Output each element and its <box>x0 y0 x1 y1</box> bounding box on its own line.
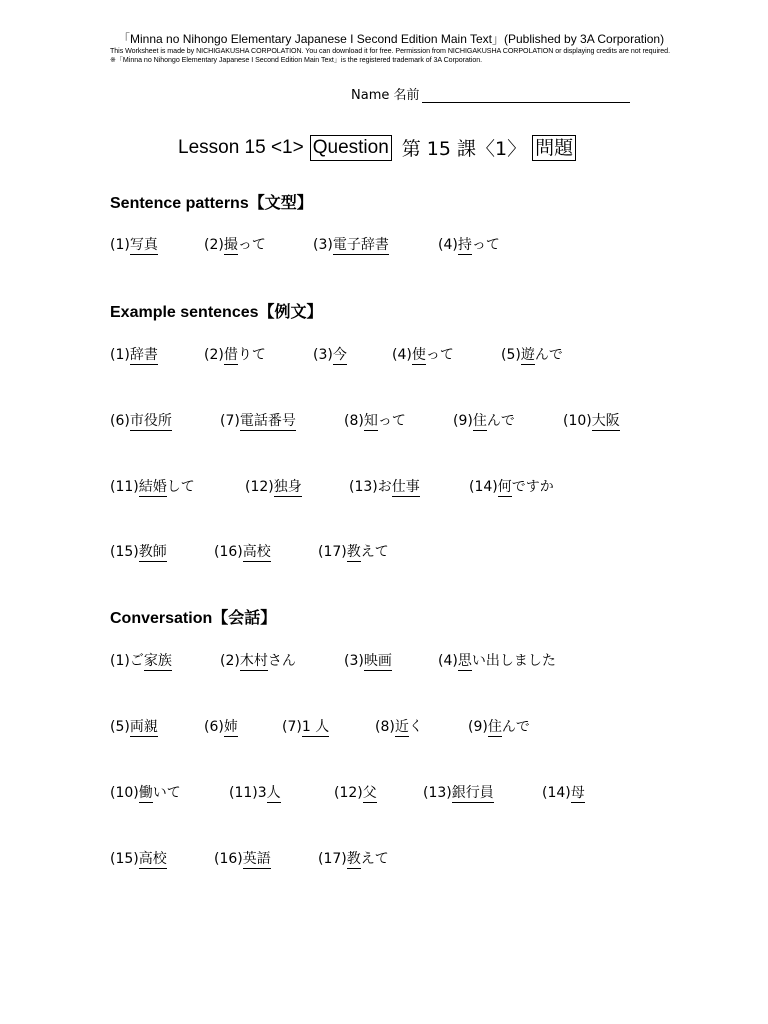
question-item <box>204 234 266 254</box>
item-suffix: って <box>471 237 500 253</box>
item-number: (6) <box>110 413 130 429</box>
item-number: (11) <box>110 479 139 495</box>
item-kanji-underlined: 木村 <box>239 653 268 669</box>
item-number: (15) <box>110 544 139 560</box>
item-prefix: 3 <box>257 785 267 801</box>
question-item <box>344 650 392 670</box>
item-number: (17) <box>318 851 347 867</box>
item-number: (2) <box>204 347 224 363</box>
question-item <box>349 476 420 496</box>
item-kanji-underlined: 住 <box>487 719 502 735</box>
item-number: (8) <box>344 413 364 429</box>
item-suffix: えて <box>360 544 389 560</box>
question-item <box>438 234 500 254</box>
item-kanji-underlined: 市役所 <box>129 413 172 429</box>
conversation-heading: Conversation【会話】 <box>110 610 277 627</box>
page-title <box>178 134 576 161</box>
item-suffix: って <box>377 413 406 429</box>
item-kanji-underlined: 父 <box>362 785 377 801</box>
item-number: (16) <box>214 544 243 560</box>
item-number: (10) <box>563 413 592 429</box>
example-sentences-heading: Example sentences【例文】 <box>110 304 323 321</box>
item-suffix: い出しました <box>471 653 556 669</box>
question-item <box>468 716 530 736</box>
question-item <box>501 344 563 364</box>
item-kanji-underlined: 使 <box>411 347 426 363</box>
item-kanji-underlined: 遊 <box>520 347 535 363</box>
question-item <box>245 476 302 496</box>
item-kanji-underlined: 姉 <box>223 719 238 735</box>
question-item <box>453 410 515 430</box>
question-item <box>220 410 296 430</box>
item-kanji-underlined: 教 <box>346 851 361 867</box>
question-item <box>110 782 181 802</box>
item-number: (3) <box>313 237 333 253</box>
item-suffix: んで <box>486 413 515 429</box>
item-kanji-underlined: 思 <box>457 653 472 669</box>
question-item <box>110 650 172 670</box>
item-kanji-underlined: 家族 <box>143 653 172 669</box>
item-suffix: さん <box>267 653 296 669</box>
item-number: (16) <box>214 851 243 867</box>
item-kanji-underlined: 高校 <box>138 851 167 867</box>
question-item <box>204 716 238 736</box>
item-kanji-underlined: 住 <box>472 413 487 429</box>
item-kanji-underlined: 辞書 <box>129 347 158 363</box>
question-item <box>542 782 585 802</box>
item-kanji-underlined: 持 <box>457 237 472 253</box>
item-suffix: って <box>237 237 266 253</box>
item-number: (6) <box>204 719 224 735</box>
item-number: (12) <box>334 785 363 801</box>
question-item <box>110 716 158 736</box>
question-item <box>375 716 423 736</box>
question-box: Question <box>310 135 392 161</box>
name-label: Name 名前 <box>351 88 420 103</box>
question-item <box>313 234 389 254</box>
question-item <box>110 344 158 364</box>
question-item <box>110 234 158 254</box>
item-number: (4) <box>438 237 458 253</box>
item-kanji-underlined: 人 <box>266 785 281 801</box>
item-kanji-underlined: 母 <box>570 785 585 801</box>
item-number: (5) <box>110 719 130 735</box>
question-item <box>204 344 266 364</box>
name-blank-line[interactable] <box>422 86 630 103</box>
item-kanji-underlined: 借 <box>223 347 238 363</box>
question-item <box>438 650 556 670</box>
item-number: (17) <box>318 544 347 560</box>
item-suffix: って <box>425 347 454 363</box>
name-field <box>351 84 630 103</box>
item-number: (7) <box>282 719 302 735</box>
item-kanji-underlined: 銀行員 <box>451 785 494 801</box>
item-kanji-underlined: 教師 <box>138 544 167 560</box>
question-item <box>318 541 389 561</box>
item-number: (3) <box>344 653 364 669</box>
item-number: (1) <box>110 653 130 669</box>
item-number: (1) <box>110 237 130 253</box>
question-item <box>318 848 389 868</box>
item-prefix: ご <box>129 653 144 669</box>
item-kanji-underlined: 高校 <box>242 544 271 560</box>
question-item <box>110 410 172 430</box>
item-kanji-underlined: 働 <box>138 785 153 801</box>
question-item <box>229 782 281 802</box>
question-item <box>313 344 347 364</box>
item-number: (5) <box>501 347 521 363</box>
item-kanji-underlined: 結婚 <box>138 479 167 495</box>
item-kanji-underlined: 1 人 <box>301 719 330 735</box>
question-item <box>392 344 454 364</box>
item-number: (2) <box>204 237 224 253</box>
item-kanji-underlined: 独身 <box>273 479 302 495</box>
item-kanji-underlined: 今 <box>332 347 347 363</box>
item-number: (14) <box>469 479 498 495</box>
item-number: (8) <box>375 719 395 735</box>
item-kanji-underlined: 両親 <box>129 719 158 735</box>
item-number: (10) <box>110 785 139 801</box>
item-number: (9) <box>468 719 488 735</box>
item-number: (12) <box>245 479 274 495</box>
item-number: (4) <box>438 653 458 669</box>
item-kanji-underlined: 仕事 <box>391 479 420 495</box>
question-item <box>214 541 271 561</box>
item-number: (2) <box>220 653 240 669</box>
item-kanji-underlined: 電話番号 <box>239 413 296 429</box>
item-kanji-underlined: 近 <box>394 719 409 735</box>
question-item <box>110 541 167 561</box>
item-kanji-underlined: 何 <box>497 479 512 495</box>
item-suffix: りて <box>237 347 266 363</box>
question-item <box>334 782 377 802</box>
question-item <box>282 716 329 736</box>
source-line: 「Minna no Nihongo Elementary Japanese I Second Edition Main Text」(Published by 3A Corporation) <box>118 32 665 46</box>
item-kanji-underlined: 撮 <box>223 237 238 253</box>
question-item <box>214 848 271 868</box>
item-number: (7) <box>220 413 240 429</box>
item-suffix: ですか <box>511 479 554 495</box>
item-kanji-underlined: 写真 <box>129 237 158 253</box>
copyright-notice: This Worksheet is made by NICHIGAKUSHA CORPOLATION. You can download it for free. Permission from NICHIGAKUSHA CORPOLATION or displaying credits are not required. ※「Minna no Nihongo Elementary Japanese I Second Edition Main Text」is the registered trademark of 3A Corporation. <box>110 47 670 64</box>
item-suffix: いて <box>152 785 181 801</box>
jp-lesson-label: 第 15 課〈1〉 <box>401 138 527 160</box>
question-item <box>423 782 494 802</box>
item-number: (14) <box>542 785 571 801</box>
question-item <box>220 650 296 670</box>
item-number: (3) <box>313 347 333 363</box>
sentence-patterns-heading: Sentence patterns【文型】 <box>110 195 313 212</box>
item-suffix: して <box>166 479 195 495</box>
item-number: (13) <box>423 785 452 801</box>
lesson-label: Lesson 15 <1> <box>178 136 304 158</box>
item-kanji-underlined: 教 <box>346 544 361 560</box>
item-number: (11) <box>229 785 258 801</box>
question-item <box>469 476 554 496</box>
item-number: (13) <box>349 479 378 495</box>
question-item <box>110 848 167 868</box>
question-item <box>110 476 195 496</box>
item-number: (1) <box>110 347 130 363</box>
question-item <box>344 410 406 430</box>
jp-question-box: 問題 <box>532 135 576 161</box>
item-prefix: お <box>377 479 392 495</box>
item-suffix: く <box>408 719 423 735</box>
item-suffix: えて <box>360 851 389 867</box>
item-number: (15) <box>110 851 139 867</box>
item-kanji-underlined: 電子辞書 <box>332 237 389 253</box>
question-item <box>563 410 620 430</box>
item-kanji-underlined: 映画 <box>363 653 392 669</box>
item-number: (4) <box>392 347 412 363</box>
item-kanji-underlined: 大阪 <box>591 413 620 429</box>
item-suffix: んで <box>501 719 530 735</box>
item-kanji-underlined: 知 <box>363 413 378 429</box>
item-suffix: んで <box>534 347 563 363</box>
item-number: (9) <box>453 413 473 429</box>
item-kanji-underlined: 英語 <box>242 851 271 867</box>
